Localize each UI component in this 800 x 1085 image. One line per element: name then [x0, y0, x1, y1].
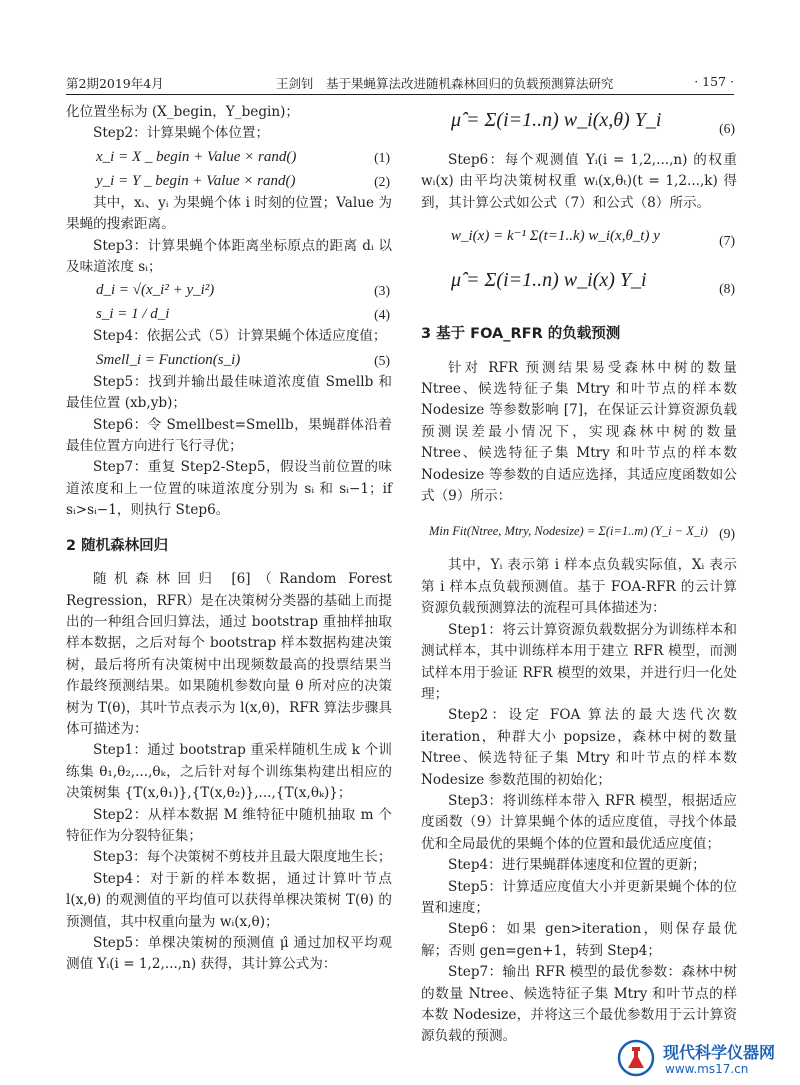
section-heading: 3 基于 FOA_RFR 的负载预测: [421, 326, 621, 343]
equation-number: (1): [374, 149, 390, 165]
running-header: [66, 70, 734, 92]
flask-logo-icon: [617, 1039, 655, 1077]
paragraph: Step6：每个观测值 Yᵢ(i = 1,2,...,n) 的权重 wᵢ(x) 由平均决策树权重 wᵢ(x,θₜ)(t = 1,2...,k) 得到，其计算公式如公式（7）和公式（8）所示。: [421, 152, 737, 211]
paragraph: Step3：每个决策树不剪枝并且最大限度地生长；: [93, 849, 392, 866]
paragraph: 其中，xᵢ、yᵢ 为果蝇个体 i 时刻的位置；Value 为果蝇的搜索距离。: [66, 194, 392, 233]
paragraph: 随机森林回归 [6]（Random Forest Regression，RFR）是在决策树分类器的基础上而提出的一种组合回归算法，通过 bootstrap 重抽样抽取样本数据，之后对每个 bootstrap 样本数据构建决策树，最后将所有决策树中出现频数最高的投票结果当作最终预测结果。如果随机参数向量 θ 所对应的决策树为 T(θ)，其叶节点表示为 l(x,θ)，RFR 算法步骤具体可描述为：: [66, 571, 392, 737]
issue-date: 第2期2019年4月: [66, 76, 164, 91]
paragraph: 针对 RFR 预测结果易受森林中树的数量 Ntree、候选特征子集 Mtry 和叶节点的样本数 Nodesize 等参数影响 [7]，在保证云计算资源负载预测误差最小情况下，实现森林中树的数量 Ntree、候选特征子集 Mtry 和叶节点的样本数 Nodesize 等参数的自适应选择，其适应度函数如公式（9）所示：: [421, 359, 737, 505]
equation-number: (2): [374, 173, 390, 189]
paragraph: 其中，Yᵢ 表示第 i 样本点负载实际值，Xᵢ 表示第 i 样本点负载预测值。基于 FOA-RFR 的云计算资源负载预测算法的流程可具体描述为：: [421, 557, 737, 617]
watermark-name: 现代科学仪器网: [663, 1043, 776, 1062]
paragraph: Step4：对于新的样本数据，通过计算叶节点 l(x,θ) 的观测值的平均值可以获得单棵决策树 T(θ) 的预测值，其中权重向量为 wᵢ(x,θ)；: [66, 870, 392, 930]
paragraph: Step2：设定 FOA 算法的最大迭代次数 iteration，种群大小 popsize，森林中树的数量 Ntree、候选特征子集 Mtry 和叶节点的样本数 Nodesize 参数范围的初始化；: [421, 707, 737, 788]
equation-number: (7): [719, 233, 735, 249]
equation-3: [66, 278, 392, 302]
equation-number: (9): [719, 526, 735, 542]
equation-number: (8): [719, 281, 735, 297]
equation-text: μ̂ = Σ(i=1..n) w_i(x,θ) Y_i: [451, 109, 662, 131]
equation-9: [421, 507, 737, 555]
equation-number: (4): [374, 307, 390, 323]
paragraph: Step7：重复 Step2-Step5，假设当前位置的味道浓度和上一位置的味道浓度分别为 sᵢ 和 sᵢ−1；if sᵢ>sᵢ−1，则执行 Step6。: [66, 459, 392, 519]
header-rule: [66, 94, 734, 95]
paragraph: Step5：计算适应度值大小并更新果蝇个体的位置和速度；: [421, 878, 737, 916]
paragraph: Step5：单棵决策树的预测值 μ̂ 通过加权平均观测值 Yᵢ(i = 1,2,...,n) 获得，其计算公式为：: [66, 935, 392, 973]
equation-number: (6): [719, 121, 735, 136]
equation-text: μ̂ = Σ(i=1..n) w_i(x) Y_i: [451, 269, 647, 292]
equation-number: (5): [374, 352, 390, 368]
equation-2: [66, 169, 392, 193]
paragraph: Step4：进行果蝇群体速度和位置的更新；: [448, 857, 706, 874]
paragraph: Step6：令 Smellbest=Smellb，果蝇群体沿着最佳位置方向进行飞行寻优；: [66, 416, 392, 455]
equation-text: d_i = √(x_i² + y_i²): [96, 282, 215, 299]
paragraph: Step1：将云计算资源负载数据分为训练样本和测试样本，其中训练样本用于建立 RFR 模型，而测试样本用于验证 RFR 模型的效果，并进行归一化处理；: [421, 621, 737, 702]
paragraph: 化位置坐标为 (X_begin，Y_begin)；: [66, 104, 300, 120]
page-number: · 157 ·: [694, 74, 734, 89]
equation-6: [421, 102, 737, 150]
paragraph: Step1：通过 bootstrap 重采样随机生成 k 个训练集 θ₁,θ₂,...,θₖ，之后针对每个训练集构建出相应的决策树集 {T(x,θ₁)},{T(x,θ₂)},...,{T(x,θₖ)}；: [66, 742, 392, 802]
paragraph: Step7：输出 RFR 模型的最优参数：森林中树的数量 Ntree、候选特征子集 Mtry 和叶节点的样本数 Nodesize，并将这三个最优参数用于云计算资源负载的预测。: [421, 964, 737, 1045]
article-title: 王剑钊 基于果蝇算法改进随机森林回归的负载预测算法研究: [276, 76, 614, 91]
equation-8: [421, 262, 737, 310]
equation-text: x_i = X _ begin + Value × rand(): [96, 148, 297, 165]
watermark-logo: [617, 1037, 787, 1081]
equation-4: [66, 302, 392, 326]
equation-text: s_i = 1 / d_i: [96, 306, 170, 323]
paragraph: Step5：找到并输出最佳味道浓度值 Smellb 和最佳位置 (xb,yb)；: [66, 373, 392, 412]
equation-1: [66, 145, 392, 169]
section-heading: 2 随机森林回归: [66, 537, 169, 554]
equation-5: [66, 348, 392, 372]
equation-text: Min Fit(Ntree, Mtry, Nodesize) = Σ(i=1..m) (Y_i − X_i): [429, 524, 708, 539]
right-column: [421, 102, 737, 1048]
equation-text: w_i(x) = k⁻¹ Σ(t=1..k) w_i(x,θ_t) y: [451, 228, 660, 245]
equation-number: (3): [374, 283, 390, 299]
paragraph: Step3：计算果蝇个体距离坐标原点的距离 dᵢ 以及味道浓度 sᵢ；: [66, 237, 392, 276]
paragraph: Step3：将训练样本带入 RFR 模型，根据适应度函数（9）计算果蝇个体的适应度值，寻找个体最优和全局最优的果蝇个体的位置和最优适应度值；: [421, 792, 737, 852]
watermark-url: www.ms17.cn: [665, 1062, 749, 1076]
equation-text: Smell_i = Function(s_i): [96, 351, 241, 368]
paragraph: Step2：计算果蝇个体位置；: [93, 125, 270, 142]
paragraph: Step6：如果 gen>iteration，则保存最优解；否则 gen=gen+1，转到 Step4；: [421, 921, 737, 959]
equation-text: y_i = Y _ begin + Value × rand(): [96, 172, 296, 189]
equation-7: [421, 214, 737, 262]
paragraph: Step4：依据公式（5）计算果蝇个体适应度值；: [93, 328, 387, 345]
paragraph: Step2：从样本数据 M 维特征中随机抽取 m 个特征作为分裂特征集；: [66, 806, 392, 844]
left-column: [66, 102, 392, 976]
